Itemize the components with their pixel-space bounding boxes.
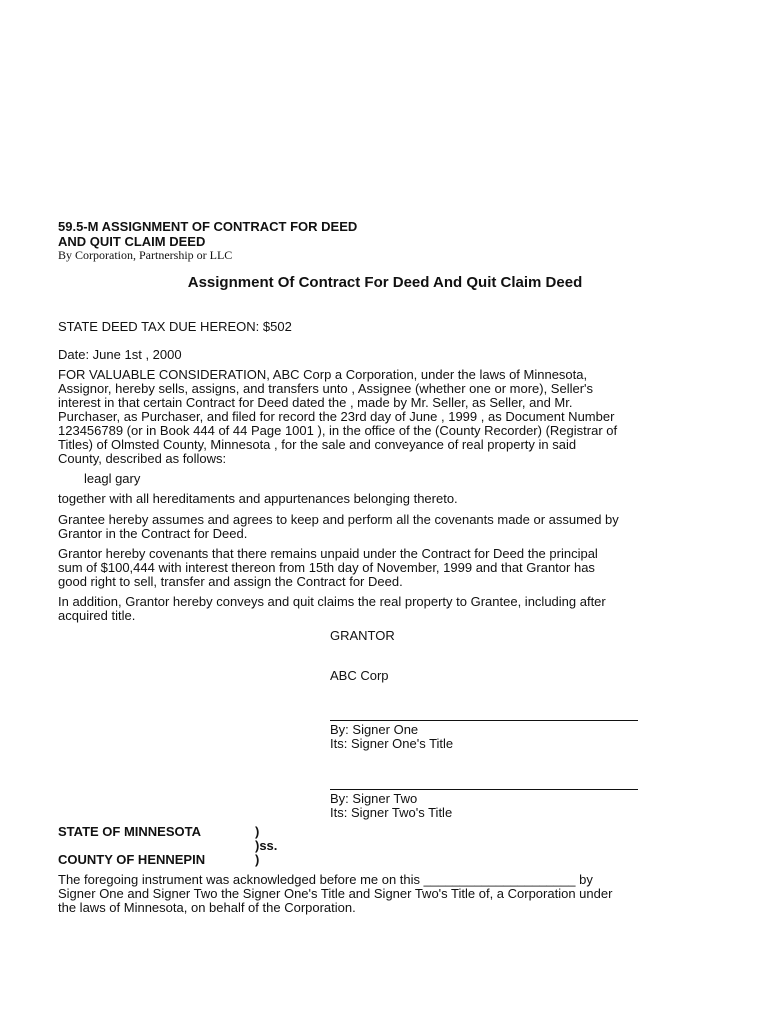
form-heading-line2: AND QUIT CLAIM DEED [58, 234, 206, 249]
grantor-name: ABC Corp [330, 668, 389, 683]
acknowledgment-paragraph [58, 873, 720, 915]
signer-two-title: Its: Signer Two's Title [330, 805, 453, 820]
paragraph-line: Purchaser, as Purchaser, and filed for record the 23rd day of June , 1999 , as Document Number [58, 409, 615, 424]
paragraph-line: the laws of Minnesota, on behalf of the Corporation. [58, 900, 356, 915]
paragraph-line: In addition, Grantor hereby conveys and quit claims the real property to Grantee, including after [58, 594, 606, 609]
paragraph-line: interest in that certain Contract for Deed dated the , made by Mr. Seller, as Seller, and Mr. [58, 395, 573, 410]
venue-ss: )ss. [255, 838, 278, 853]
grantee-paragraph [58, 513, 720, 541]
form-subtitle: By Corporation, Partnership or LLC [58, 248, 233, 262]
grantor-label: GRANTOR [330, 628, 395, 643]
paragraph-line: FOR VALUABLE CONSIDERATION, ABC Corp a Corporation, under the laws of Minnesota, [58, 367, 588, 382]
venue-county: COUNTY OF HENNEPIN [58, 852, 206, 867]
consideration-paragraph [58, 368, 720, 466]
venue-state: STATE OF MINNESOTA [58, 824, 201, 839]
paragraph-line: 123456789 (or in Book 444 of 44 Page 1001 ), in the office of the (County Recorder) (Registrar of [58, 423, 618, 438]
paragraph-line: acquired title. [58, 608, 136, 623]
date-line: Date: June 1st , 2000 [58, 347, 182, 362]
form-number-heading: 59.5-M ASSIGNMENT OF CONTRACT FOR DEED [58, 219, 358, 234]
paragraph-line: Signer One and Signer Two the Signer One's Title and Signer Two's Title of, a Corporation under [58, 886, 613, 901]
signer-one-by: By: Signer One [330, 722, 419, 737]
venue-paren-top: ) [255, 824, 260, 839]
quitclaim-paragraph [58, 595, 720, 623]
paragraph-line: Grantee hereby assumes and agrees to keep and perform all the covenants made or assumed by [58, 512, 619, 527]
document-title: Assignment Of Contract For Deed And Quit Claim Deed [187, 274, 583, 291]
paragraph-line: sum of $100,444 with interest thereon from 15th day of November, 1999 and that Grantor has [58, 560, 595, 575]
venue-paren-bottom: ) [255, 852, 260, 867]
paragraph-line: good right to sell, transfer and assign the Contract for Deed. [58, 574, 403, 589]
paragraph-line: Grantor hereby covenants that there remains unpaid under the Contract for Deed the principal [58, 546, 598, 561]
signer-two-by: By: Signer Two [330, 791, 418, 806]
hereditaments-line: together with all hereditaments and appurtenances belonging thereto. [58, 491, 458, 506]
legal-description: leagl gary [84, 471, 141, 486]
covenant-paragraph [58, 547, 720, 589]
paragraph-line: Grantor in the Contract for Deed. [58, 526, 248, 541]
paragraph-line: The foregoing instrument was acknowledged before me on this _____________________ by [58, 872, 593, 887]
paragraph-line: Assignor, hereby sells, assigns, and transfers unto , Assignee (whether one or more), Seller's [58, 381, 594, 396]
signer-one-title: Its: Signer One's Title [330, 736, 454, 751]
signature-line-two [330, 789, 638, 790]
paragraph-line: Titles) of Olmsted County, Minnesota , for the sale and conveyance of real property in said [58, 437, 577, 452]
deed-tax-line: STATE DEED TAX DUE HEREON: $502 [58, 319, 292, 334]
signature-line-one [330, 720, 638, 721]
paragraph-line: County, described as follows: [58, 451, 227, 466]
